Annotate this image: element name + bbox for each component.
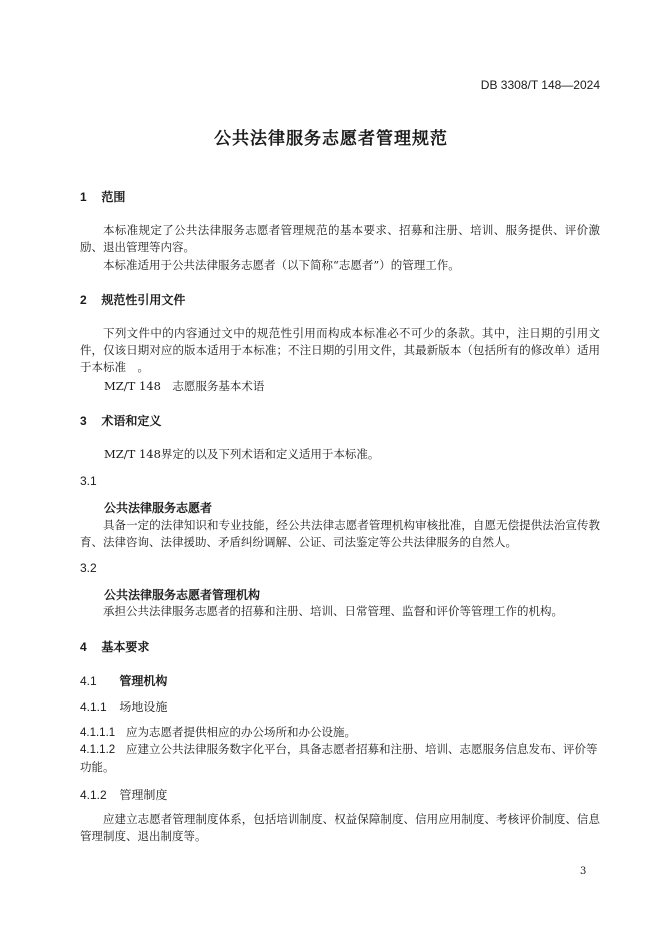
subsection-number: 4.1.1 <box>80 700 107 714</box>
clause-text: 应为志愿者提供相应的办公场所和办公设施。 <box>126 725 356 739</box>
term-3-1-number: 3.1 <box>80 474 97 488</box>
section-title: 规范性引用文件 <box>101 293 186 307</box>
clause-text: 应建立公共法律服务数字化平台，具备志愿者招募和注册、培训、志愿服务信息发布、评价等功能。 <box>80 742 598 774</box>
subsection-title: 场地设施 <box>119 700 168 714</box>
section-1-paragraph-2: 本标准适用于公共法律服务志愿者（以下简称“志愿者”）的管理工作。 <box>103 258 460 272</box>
subsection-4-1-2-paragraph: 应建立志愿者管理制度体系，包括培训制度、权益保障制度、信用应用制度、考核评价制度、信息管理制度、退出制度等。 <box>80 812 600 843</box>
subsection-title: 管理制度 <box>119 788 168 802</box>
section-number: 1 <box>80 190 87 204</box>
clause-4-1-1-1 <box>80 724 600 742</box>
standard-code: DB 3308/T 148—2024 <box>480 78 600 92</box>
clause-number: 4.1.1.1 <box>80 727 116 739</box>
subsection-number: 4.1.2 <box>80 788 107 802</box>
section-1-heading <box>80 188 125 205</box>
section-1-paragraph-1: 本标准规定了公共法律服务志愿者管理规范的基本要求、招募和注册、培训、服务提供、评价激励、退出管理等内容。 <box>80 223 600 254</box>
section-number: 2 <box>80 293 87 307</box>
subsection-title: 管理机构 <box>119 674 168 688</box>
section-title: 范围 <box>101 190 126 204</box>
section-2-heading <box>80 291 185 308</box>
section-number: 3 <box>80 414 87 428</box>
term-3-2-name: 公共法律服务志愿者管理机构 <box>104 588 261 602</box>
document-title: 公共法律服务志愿者管理规范 <box>214 129 448 148</box>
clause-number: 4.1.1.2 <box>80 744 116 756</box>
term-3-2-definition: 承担公共法律服务志愿者的招募和注册、培训、日常管理、监督和评价等管理工作的机构。 <box>103 604 563 618</box>
term-3-1-definition: 具备一定的法律知识和专业技能，经公共法律志愿者管理机构审核批准，自愿无偿提供法治宣传教育、法律咨询、法律援助、矛盾纠纷调解、公证、司法鉴定等公共法律服务的自然人。 <box>80 518 600 549</box>
section-3-heading <box>80 412 161 429</box>
term-3-2-number: 3.2 <box>80 561 97 575</box>
section-3-paragraph-1: MZ/T 148界定的以及下列术语和定义适用于本标准。 <box>104 447 380 461</box>
section-2-paragraph-1: 下列文件中的内容通过文中的规范性引用而构成本标准必不可少的条款。其中，注日期的引用文件，仅该日期对应的版本适用于本标准；不注日期的引用文件，其最新版本（包括所有的修改单）适用于本标准 。 <box>80 326 600 374</box>
subsection-4-1-1-heading <box>80 698 167 715</box>
subsection-4-1-2-heading <box>80 786 167 803</box>
term-3-1-name: 公共法律服务志愿者 <box>104 501 213 515</box>
normative-reference: MZ/T 148 志愿服务基本术语 <box>104 379 265 393</box>
page-number: 3 <box>580 866 587 877</box>
section-number: 4 <box>80 640 87 654</box>
section-title: 基本要求 <box>101 640 150 654</box>
clause-4-1-1-2 <box>80 741 600 776</box>
section-4-heading <box>80 638 149 655</box>
section-title: 术语和定义 <box>101 414 162 428</box>
subsection-4-1-heading <box>80 672 167 689</box>
subsection-number: 4.1 <box>80 674 97 688</box>
